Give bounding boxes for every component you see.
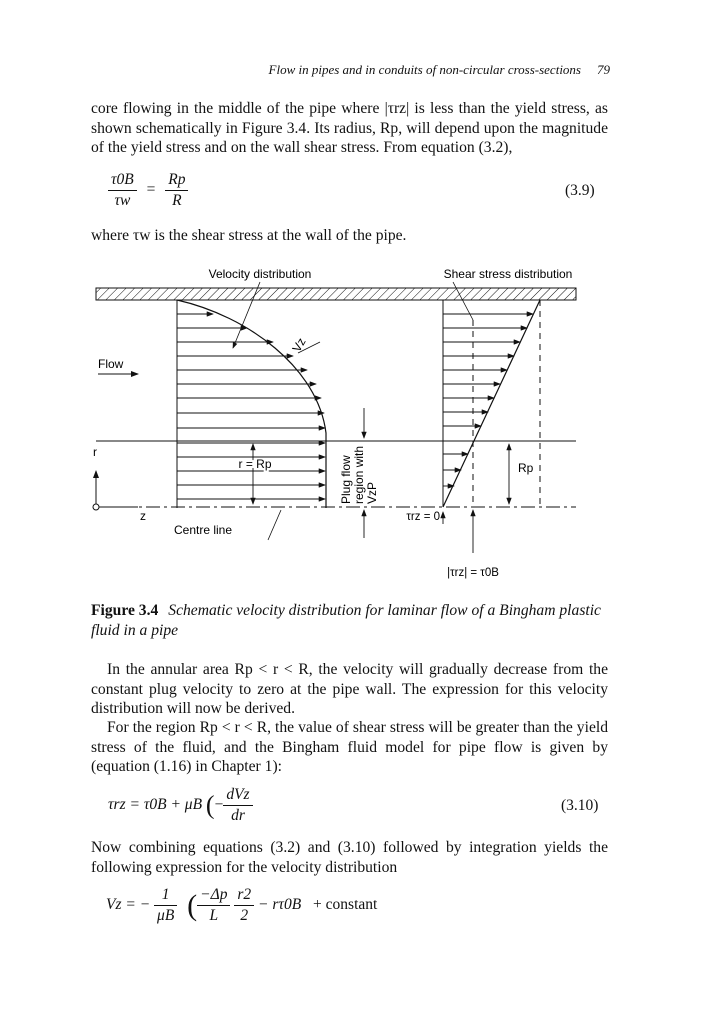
origin-marker [93, 504, 99, 510]
label-r: r [93, 445, 97, 459]
eq310-frac-den: dr [231, 807, 245, 824]
eqvz-frac1-den: μB [157, 907, 175, 924]
label-z: z [140, 509, 146, 523]
equation-vz: Vz = − $\frac{1}{\mu B}$ ( $\frac{-\Delta p}{L}$ $\frac{r2}{2}$ − rτ0B + constant [106, 886, 378, 924]
equation-3-9-number: (3.9) [565, 182, 595, 199]
eq39-equals: = [146, 181, 156, 199]
eq39-lhs-den: τw [114, 192, 131, 209]
label-r-equals-rp: r = Rp [238, 457, 272, 471]
label-flow: Flow [98, 357, 124, 371]
eqvz-frac3-num: r2 [234, 885, 254, 906]
running-title: Flow in pipes and in conduits of non-circular cross-sections [268, 62, 581, 77]
equation-3-9 [108, 170, 188, 211]
plug-flow-line-2: region with [352, 445, 366, 504]
velocity-profile-curve [177, 300, 326, 508]
label-velocity-distribution: Velocity distribution [208, 267, 312, 281]
eq39-rhs-den: R [172, 192, 182, 209]
paragraph-3: In the annular area Rp < r < R, the velocity will gradually decrease from the constant plug velocity to zero at the pipe wall. The expression for this velocity distribution will now be derived. [91, 661, 608, 717]
plug-flow-line-3: VzP [365, 481, 379, 504]
paragraph-2: where τw is the shear stress at the wall of the pipe. [91, 227, 407, 244]
figure-3-4 [88, 258, 588, 588]
eq310-frac-num: dVz [223, 785, 252, 806]
eqvz-tail: + constant [313, 896, 378, 914]
running-header [0, 62, 610, 78]
eqvz-frac1-num: 1 [154, 885, 177, 906]
plug-flow-label [339, 446, 379, 504]
eqvz-frac2-num: −Δp [197, 885, 230, 906]
equation-3-10: τrz = τ0B + μB (− $\frac{\text{dVz}}{dr}$ [108, 785, 253, 826]
paragraph-1: core flowing in the middle of the pipe where |τrz| is less than the yield stress, as shown schematically in Figure 3.4. Its radius, Rp, will depend upon the magnitude of the yield stress and on the wall shear stress. From equation (3.2), [91, 100, 608, 156]
label-centre-line: Centre line [174, 523, 233, 537]
shear-linear-line [443, 300, 540, 507]
eqvz-frac3-den: 2 [240, 907, 249, 924]
equation-3-10-number: (3.10) [561, 797, 599, 814]
eq39-rhs-num: Rp [165, 170, 188, 191]
paragraph-4: For the region Rp < r < R, the value of shear stress will be greater than the yield stress of the fluid, and the Bingham fluid model for pipe flow is given by (equation (1.16) in Chapter 1): [91, 719, 608, 775]
caption-text: Schematic velocity distribution for laminar flow of a Bingham plastic fluid in a pipe [91, 602, 601, 639]
plug-flow-line-1: Plug flow [339, 455, 353, 504]
shear-profile [443, 300, 540, 507]
label-vz: Vz [289, 335, 309, 355]
eqvz-lhs: Vz = − [106, 896, 151, 914]
caption-number: Figure 3.4 [91, 602, 159, 619]
figure-caption [91, 601, 611, 641]
label-tau-zero: τrz = 0 [406, 511, 440, 523]
label-tau-yield: |τrz| = τ0B [447, 567, 499, 579]
eqvz-frac2-den: L [209, 907, 219, 924]
velocity-profile [177, 300, 326, 508]
label-shear-stress-distribution: Shear stress distribution [443, 267, 573, 281]
eqvz-term: − rτ0B [258, 896, 302, 914]
page-number: 79 [597, 62, 610, 77]
eq310-lhs: τrz = τ0B + μB [108, 796, 203, 814]
pipe-wall [96, 288, 576, 300]
centre-line-pointer [268, 510, 281, 540]
eq39-lhs-num: τ0B [108, 170, 137, 191]
label-rp: Rp [518, 461, 534, 475]
paragraph-5: Now combining equations (3.2) and (3.10) followed by integration yields the following expression for the velocity distribution [91, 839, 608, 876]
